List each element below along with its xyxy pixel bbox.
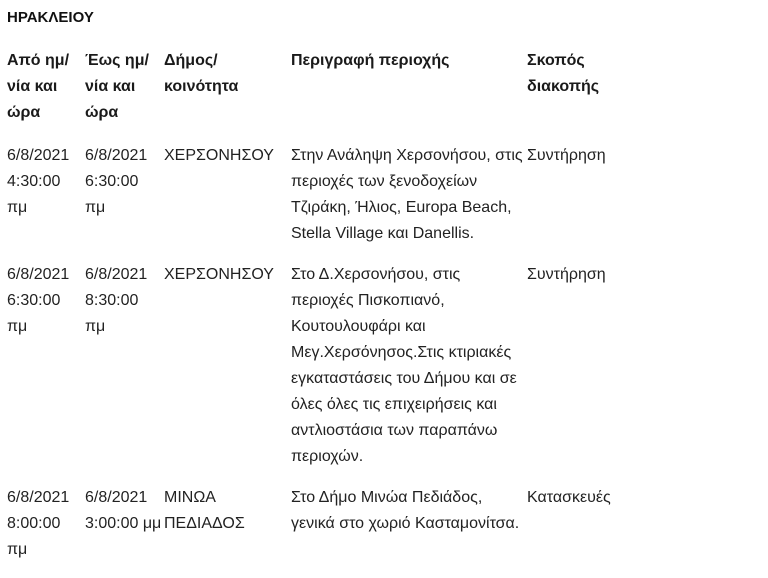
header-to-datetime xyxy=(85,48,164,143)
cell-line: πμ xyxy=(85,318,106,335)
cell-line: ΠΕΔΙΑΔΟΣ xyxy=(164,515,245,532)
cell-line: Stella Village και Danellis. xyxy=(291,225,475,242)
cell-from-datetime xyxy=(7,143,85,262)
cell-line: ΧΕΡΣΟΝΗΣΟΥ xyxy=(164,266,274,283)
header-line: κοινότητα xyxy=(164,78,239,95)
cell-line: πμ xyxy=(7,541,28,558)
cell-line: Τζιράκη, Ήλιος, Europa Beach, xyxy=(291,199,512,216)
cell-line: εγκαταστάσεις του Δήμου και σε xyxy=(291,370,517,387)
table-row xyxy=(7,262,647,485)
cell-line: Στο Δ.Χερσονήσου, στις xyxy=(291,266,461,283)
cell-line: 6:30:00 xyxy=(7,292,61,309)
cell-to-datetime xyxy=(85,262,164,485)
region-title: ΗΡΑΚΛΕΙΟΥ xyxy=(7,9,94,26)
cell-area-description xyxy=(291,262,527,485)
cell-line: 8:00:00 xyxy=(7,515,61,532)
cell-area-description xyxy=(291,485,527,578)
cell-outage-reason xyxy=(527,143,647,262)
cell-municipality xyxy=(164,143,291,262)
header-line: Περιγραφή περιοχής xyxy=(291,52,450,69)
cell-line: ΧΕΡΣΟΝΗΣΟΥ xyxy=(164,147,274,164)
cell-line: πμ xyxy=(7,199,28,216)
header-line: Έως ημ/ xyxy=(85,52,149,69)
cell-line: 6/8/2021 xyxy=(85,147,148,164)
cell-line: περιοχές Πισκοπιανό, xyxy=(291,292,445,309)
header-line: ώρα xyxy=(7,104,41,121)
cell-line: όλες όλες τις επιχειρήσεις και xyxy=(291,396,497,413)
cell-line: γενικά στο χωριό Κασταμονίτσα. xyxy=(291,515,520,532)
cell-line: αντλιοστάσια των παραπάνω xyxy=(291,422,498,439)
cell-to-datetime xyxy=(85,485,164,578)
cell-line: 3:00:00 μμ xyxy=(85,515,162,532)
header-line: Σκοπός xyxy=(527,52,585,69)
cell-municipality xyxy=(164,262,291,485)
cell-area-description xyxy=(291,143,527,262)
header-line: Από ημ/ xyxy=(7,52,70,69)
table-row xyxy=(7,485,647,578)
cell-line: 6/8/2021 xyxy=(85,266,148,283)
header-line: νία και xyxy=(7,78,58,95)
cell-line: Στην Ανάληψη Χερσονήσου, στις xyxy=(291,147,523,164)
header-outage-reason xyxy=(527,48,647,143)
cell-line: Κουτουλουφάρι και xyxy=(291,318,426,335)
cell-line: 6/8/2021 xyxy=(7,266,70,283)
cell-line: 6/8/2021 xyxy=(7,147,70,164)
header-line: Δήμος/ xyxy=(164,52,218,69)
header-from-datetime xyxy=(7,48,85,143)
cell-line: Μεγ.Χερσόνησος.Στις κτιριακές xyxy=(291,344,512,361)
cell-line: Συντήρηση xyxy=(527,266,606,283)
cell-line: 6:30:00 xyxy=(85,173,139,190)
cell-line: 6/8/2021 xyxy=(7,489,70,506)
cell-line: ΜΙΝΩΑ xyxy=(164,489,216,506)
header-line: διακοπής xyxy=(527,78,600,95)
cell-outage-reason xyxy=(527,485,647,578)
header-line: ώρα xyxy=(85,104,119,121)
table-header xyxy=(7,48,647,143)
cell-line: πμ xyxy=(7,318,28,335)
cell-from-datetime xyxy=(7,262,85,485)
cell-to-datetime xyxy=(85,143,164,262)
table-body xyxy=(7,143,647,578)
outages-table xyxy=(7,48,647,578)
cell-line: 8:30:00 xyxy=(85,292,139,309)
cell-line: πμ xyxy=(85,199,106,216)
header-row xyxy=(7,48,647,143)
cell-line: 4:30:00 xyxy=(7,173,61,190)
cell-from-datetime xyxy=(7,485,85,578)
table-row xyxy=(7,143,647,262)
cell-municipality xyxy=(164,485,291,578)
cell-line: περιοχών. xyxy=(291,448,364,465)
header-municipality xyxy=(164,48,291,143)
cell-line: Στο Δήμο Μινώα Πεδιάδος, xyxy=(291,489,483,506)
header-line: νία και xyxy=(85,78,136,95)
cell-line: Συντήρηση xyxy=(527,147,606,164)
cell-line: 6/8/2021 xyxy=(85,489,148,506)
cell-outage-reason xyxy=(527,262,647,485)
header-area-description xyxy=(291,48,527,143)
cell-line: περιοχές των ξενοδοχείων xyxy=(291,173,478,190)
cell-line: Κατασκευές xyxy=(527,489,611,506)
